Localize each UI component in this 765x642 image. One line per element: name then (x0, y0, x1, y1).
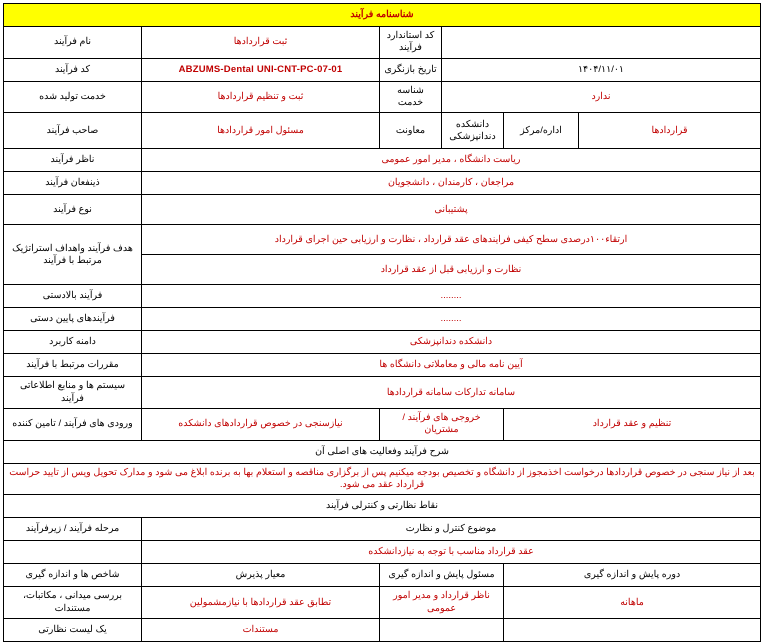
table-row-scope (4, 331, 761, 354)
responsible-label: مسئول پایش و اندازه گیری (380, 564, 504, 587)
approver-value: ریاست دانشگاه ، مدیر امور عمومی (142, 149, 761, 172)
table-row-systems (4, 377, 761, 409)
table-row-process-code (4, 58, 761, 81)
table-row-activity-desc-label (4, 440, 761, 463)
service-produced-value: ثبت و تنظیم قراردادها (142, 81, 380, 113)
std-code-label: کد استاندارد فرآیند (380, 27, 442, 59)
approver-label: ناظر فرآیند (4, 149, 142, 172)
review-date-value: ۱۴۰۴/۱۱/۰۱ (442, 58, 761, 81)
indicators-label: شاخص ها و اندازه گیری (4, 564, 142, 587)
goal-value: ارتقاء۱۰۰درصدی سطح کیفی فرایندهای عقد قرارداد ، نظارت و ارزیابی حین اجرای قرارداد (142, 225, 761, 255)
office-value: قراردادها (579, 113, 761, 149)
docs-cell-2 (380, 619, 504, 642)
process-type-value: پشتیبانی (142, 195, 761, 225)
systems-value: سامانه تدارکات سامانه قراردادها (142, 377, 761, 409)
inputs-label: ورودی های فرآیند / تامین کننده (4, 409, 142, 441)
contract-suitable-value: عقد قرارداد مناسب با توجه به نیازدانشکده (142, 541, 761, 564)
process-identity-table (3, 3, 761, 642)
service-produced-label: خدمت تولید شده (4, 81, 142, 113)
supervisor-value: ناظر قرارداد و مدیر امور عمومی (380, 587, 504, 619)
docs-cell-1 (504, 619, 761, 642)
goal-value-2: نظارت و ارزیابی قبل از عقد قرارداد (142, 255, 761, 285)
table-row-goal-1 (4, 225, 761, 255)
table-row-process-name (4, 27, 761, 59)
table-row-inputs-outputs (4, 409, 761, 441)
activity-desc-label: شرح فرآیند وفعالیت های اصلی آن (4, 440, 761, 463)
table-row-beneficiaries (4, 172, 761, 195)
goal-label: هدف فرآیند واهداف استراتژیک مرتبط با فرآیند (4, 225, 142, 285)
table-row-indicators-values (4, 587, 761, 619)
upstream-label: فرآیند بالادستی (4, 285, 142, 308)
beneficiaries-value: مراجعان ، کارمندان ، دانشجویان (142, 172, 761, 195)
stage-value (4, 541, 142, 564)
table-row-approver (4, 149, 761, 172)
outputs-label: خروجی های فرآیند / مشتریان (380, 409, 504, 441)
table-row-title (4, 4, 761, 27)
office-label: اداره/مرکز (504, 113, 579, 149)
process-owner-label: صاحب فرآیند (4, 113, 142, 149)
criteria-label: معیار پذیرش (142, 564, 380, 587)
table-row-docs (4, 619, 761, 642)
downstream-value: ........ (142, 308, 761, 331)
table-row-service-produced (4, 81, 761, 113)
upstream-value: ........ (142, 285, 761, 308)
table-row-control-points (4, 495, 761, 518)
control-subject-value: موضوع کنترل و نظارت (142, 518, 761, 541)
docs-value: مستندات (142, 619, 380, 642)
regulations-label: مقررات مرتبط با فرآیند (4, 354, 142, 377)
process-code-value: ABZUMS-Dental UNI-CNT-PC-07-01 (142, 58, 380, 81)
process-code-label: کد فرآیند (4, 58, 142, 81)
table-row-process-owner (4, 113, 761, 149)
table-row-indicators-header (4, 564, 761, 587)
service-number-value: ندارد (442, 81, 761, 113)
process-name-value: ثبت قراردادها (142, 27, 380, 59)
outputs-value-2: تنظیم و عقد قرارداد (504, 409, 761, 441)
scope-label: دامنه کاربرد (4, 331, 142, 354)
conformity-value: تطابق عقد قراردادها با نیازمشمولین (142, 587, 380, 619)
control-points-label: نقاط نظارتی و کنترلی فرآیند (4, 495, 761, 518)
std-code-value (442, 27, 761, 59)
table-row-contract-suitable (4, 541, 761, 564)
docs-list-label: یک لیست نظارتی (4, 619, 142, 642)
process-name-label: نام فرآیند (4, 27, 142, 59)
downstream-label: فرآیندهای پایین دستی (4, 308, 142, 331)
scope-value: دانشکده دندانپزشکی (142, 331, 761, 354)
field-survey-label: بررسی میدانی ، مکاتبات، مستندات (4, 587, 142, 619)
table-row-activity-desc-value (4, 463, 761, 495)
table-row-downstream (4, 308, 761, 331)
period-label: دوره پایش و اندازه گیری (504, 564, 761, 587)
regulations-value: آیین نامه مالی و معاملاتی دانشگاه ها (142, 354, 761, 377)
beneficiaries-label: ذینفعان فرآیند (4, 172, 142, 195)
review-date-label: تاریخ بازنگری (380, 58, 442, 81)
stage-label: مرحله فرآیند / زیرفرآیند (4, 518, 142, 541)
inputs-value: نیازسنجی در خصوص قراردادهای دانشکده (142, 409, 380, 441)
service-number-label: شناسه خدمت (380, 81, 442, 113)
process-type-label: نوع فرآیند (4, 195, 142, 225)
table-row-process-type (4, 195, 761, 225)
table-row-upstream (4, 285, 761, 308)
systems-label: سیستم ها و منابع اطلاعاتی فرآیند (4, 377, 142, 409)
table-row-control-subject (4, 518, 761, 541)
table-row-regulations (4, 354, 761, 377)
deputy-label: معاونت (380, 113, 442, 149)
page-title: شناسنامه فرآیند (4, 4, 761, 27)
process-owner-value: مسئول امور قراردادها (142, 113, 380, 149)
school-label: دانشکده دندانپزشکی (442, 113, 504, 149)
period-value: ماهانه (504, 587, 761, 619)
activity-desc-value: بعد از نیاز سنجی در خصوص قراردادها درخواست اخذمجوز از دانشگاه و تخصیص بودجه میکنیم پس از برگزاری مناقصه و استعلام بها به برنده ابلاغ می شود و مدارک تحویل ویس از تایید حراست قرارداد عقد می شود. (4, 463, 761, 495)
